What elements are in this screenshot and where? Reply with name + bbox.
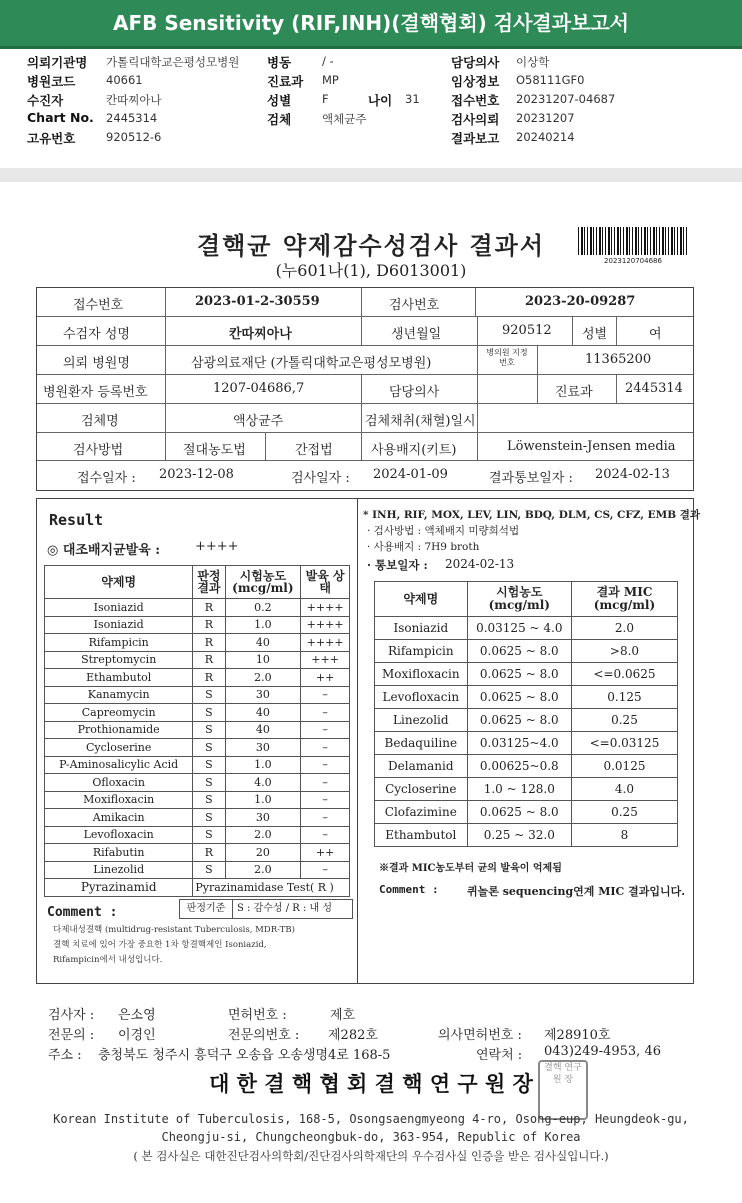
growth: – bbox=[301, 826, 350, 844]
doctor-value: 이상학 bbox=[516, 55, 550, 69]
mic-result: 0.0125 bbox=[571, 755, 677, 778]
growth: – bbox=[301, 791, 350, 809]
contact-value: 043)249-4953, 46 bbox=[544, 1044, 661, 1059]
accept-date-label: 접수일자 : bbox=[77, 471, 136, 486]
specimen-value: 액체균주 bbox=[322, 112, 367, 126]
growth: – bbox=[301, 756, 350, 774]
concentration: 1.0 bbox=[225, 791, 301, 809]
mic-drug-name: Delamanid bbox=[375, 755, 468, 778]
concentration: 40 bbox=[225, 704, 301, 722]
judgement: S bbox=[193, 826, 225, 844]
method-value-2: 간접법 bbox=[295, 443, 333, 458]
mic-result: 4.0 bbox=[571, 778, 677, 801]
request-label: 검사의뢰 bbox=[451, 112, 500, 127]
mic-col-range: 시험농도 (mcg/ml) bbox=[467, 582, 571, 617]
col-concentration: 시험농도 (mcg/ml) bbox=[225, 566, 301, 599]
form-sex-value: 여 bbox=[649, 327, 662, 342]
test-date-value: 2024-01-09 bbox=[373, 467, 448, 482]
concentration: 30 bbox=[225, 686, 301, 704]
drug-row bbox=[45, 774, 350, 792]
collect-label: 검체채취(채혈)일시 bbox=[365, 414, 476, 429]
drug-name: Rifampicin bbox=[45, 634, 193, 652]
age-value: 31 bbox=[405, 92, 420, 106]
form-sex-label: 성별 bbox=[582, 327, 608, 342]
barcode bbox=[578, 227, 688, 255]
mic-range: 0.0625 ~ 8.0 bbox=[467, 709, 571, 732]
license-value: 제호 bbox=[330, 1008, 356, 1023]
form-dept-value: 2445314 bbox=[625, 381, 683, 396]
concentration: 1.0 bbox=[225, 756, 301, 774]
mic-drug-name: Ethambutol bbox=[375, 824, 468, 847]
drug-name: Ethambutol bbox=[45, 669, 193, 687]
specimen-label: 검체 bbox=[267, 112, 292, 127]
comment-line: Rifampicin에서 내성입니다. bbox=[53, 955, 163, 965]
scanned-report bbox=[0, 182, 742, 1203]
name-label: 수검자 성명 bbox=[63, 327, 130, 342]
mic-row bbox=[375, 617, 678, 640]
specialist-no-value: 제282호 bbox=[328, 1028, 378, 1043]
judgement: S bbox=[193, 686, 225, 704]
drug-row bbox=[45, 844, 350, 862]
growth: – bbox=[301, 704, 350, 722]
document-title: 결핵균 약제감수성검사 결과서 bbox=[196, 231, 546, 260]
concentration: 1.0 bbox=[225, 616, 301, 634]
hospcode-value: 40661 bbox=[106, 73, 143, 87]
drug-sensitivity-table bbox=[44, 565, 350, 897]
drug-name: Isoniazid bbox=[45, 599, 193, 617]
drug-row bbox=[45, 634, 350, 652]
judgement: R bbox=[193, 651, 225, 669]
mic-range: 0.00625~0.8 bbox=[467, 755, 571, 778]
concentration: 4.0 bbox=[225, 774, 301, 792]
result-panel bbox=[36, 498, 701, 984]
barcode-number: 2023120704686 bbox=[604, 257, 662, 265]
english-address-line-2: Cheongju-si, Chungcheongbuk-do, 363-954, Republic of Korea bbox=[161, 1130, 581, 1144]
criteria-value: S : 감수성 / R : 내 성 bbox=[237, 903, 333, 914]
sex-label: 성별 bbox=[267, 93, 292, 108]
hosp-code-value: 11365200 bbox=[585, 352, 652, 367]
growth: ++++ bbox=[301, 599, 350, 617]
mic-title: * INH, RIF, MOX, LEV, LIN, BDQ, DLM, CS, CFZ, EMB 결과 bbox=[363, 509, 701, 521]
pza-value: Pyrazinamidase Test( R ) bbox=[193, 879, 350, 897]
dept-value: MP bbox=[322, 73, 339, 87]
mic-result: <=0.03125 bbox=[571, 732, 677, 755]
hosp-code-label: 병의원 지정번호 bbox=[486, 348, 528, 367]
test-date-label: 검사일자 : bbox=[291, 471, 350, 486]
mic-drug-name: Levofloxacin bbox=[375, 686, 468, 709]
accession-value: 20231207-04687 bbox=[516, 92, 616, 106]
growth: – bbox=[301, 861, 350, 879]
ward-value: / - bbox=[322, 54, 334, 68]
report-date-value: 20240214 bbox=[516, 130, 575, 144]
age-label: 나이 bbox=[368, 93, 393, 108]
concentration: 2.0 bbox=[225, 669, 301, 687]
english-address-line-1: Korean Institute of Tuberculosis, 168-5, Osongsaengmyeong 4-ro, Osong-eup, Heungdeok-gu, bbox=[53, 1112, 689, 1126]
drug-row bbox=[45, 809, 350, 827]
mic-row bbox=[375, 640, 678, 663]
col-drug: 약제명 bbox=[45, 566, 193, 599]
specialist-label: 전문의 : bbox=[48, 1028, 95, 1043]
ward-label: 병동 bbox=[267, 55, 292, 70]
growth: ++++ bbox=[301, 634, 350, 652]
growth: – bbox=[301, 686, 350, 704]
test-no-label: 검사번호 bbox=[389, 298, 440, 313]
report-header-bar bbox=[0, 0, 742, 49]
mic-row bbox=[375, 686, 678, 709]
accept-no-label: 접수번호 bbox=[73, 298, 124, 313]
patient-label: 수진자 bbox=[27, 93, 64, 108]
drug-name: Rifabutin bbox=[45, 844, 193, 862]
criteria-label: 판정기준 bbox=[180, 900, 233, 918]
drug-name: Cycloserine bbox=[45, 739, 193, 757]
chart-value: 2445314 bbox=[106, 111, 158, 125]
drug-row bbox=[45, 721, 350, 739]
concentration: 40 bbox=[225, 634, 301, 652]
mic-drug-name: Clofazimine bbox=[375, 801, 468, 824]
official-seal bbox=[538, 1060, 588, 1120]
concentration: 30 bbox=[225, 739, 301, 757]
mic-row bbox=[375, 755, 678, 778]
tester-label: 검사자 : bbox=[48, 1008, 95, 1023]
mic-comment-label: Comment : bbox=[379, 883, 439, 896]
unique-value: 920512-6 bbox=[106, 130, 162, 144]
mic-result: >8.0 bbox=[571, 640, 677, 663]
drug-row bbox=[45, 704, 350, 722]
growth: – bbox=[301, 721, 350, 739]
result-title: Result bbox=[49, 511, 104, 529]
institution-value: 가톨릭대학교은평성모병원 bbox=[106, 55, 240, 69]
mic-drug-name: Moxifloxacin bbox=[375, 663, 468, 686]
mic-col-drug: 약제명 bbox=[375, 582, 468, 617]
mic-notify-label: · 통보일자 : bbox=[367, 558, 428, 572]
mic-col-result: 결과 MIC (mcg/ml) bbox=[571, 582, 677, 617]
request-value: 20231207 bbox=[516, 111, 575, 125]
drug-name: Moxifloxacin bbox=[45, 791, 193, 809]
request-form-table bbox=[36, 287, 694, 491]
form-doctor-label: 담당의사 bbox=[389, 385, 440, 400]
drug-name: Isoniazid bbox=[45, 616, 193, 634]
control-value: ++++ bbox=[195, 539, 239, 554]
result-comment-label: Comment : bbox=[47, 905, 118, 920]
growth: ++++ bbox=[301, 616, 350, 634]
patient-info-panel bbox=[0, 49, 742, 167]
col-growth: 발육 상태 bbox=[301, 566, 350, 599]
drug-name: Amikacin bbox=[45, 809, 193, 827]
mic-range: 1.0 ~ 128.0 bbox=[467, 778, 571, 801]
separator-band bbox=[0, 168, 742, 182]
drug-row bbox=[45, 616, 350, 634]
media-label: 사용배지(키트) bbox=[371, 443, 457, 458]
mic-result: 2.0 bbox=[571, 617, 677, 640]
mic-row bbox=[375, 801, 678, 824]
drug-row bbox=[45, 669, 350, 687]
mic-notify-date: 2024-02-13 bbox=[445, 557, 515, 571]
growth: – bbox=[301, 739, 350, 757]
mic-range: 0.03125~4.0 bbox=[467, 732, 571, 755]
doctor-license-value: 제28910호 bbox=[544, 1028, 611, 1043]
result-comment-text bbox=[53, 923, 295, 968]
seal-text: 결핵 연구원 장 bbox=[544, 1063, 582, 1085]
drug-name: Levofloxacin bbox=[45, 826, 193, 844]
doctor-license-label: 의사면허번호 : bbox=[438, 1028, 522, 1043]
judgement: R bbox=[193, 844, 225, 862]
reg-value: 1207-04686,7 bbox=[213, 381, 305, 396]
growth: ++ bbox=[301, 669, 350, 687]
unique-label: 고유번호 bbox=[27, 131, 76, 146]
specimen-name-value: 액상균주 bbox=[233, 414, 284, 429]
hospital-label: 의뢰 병원명 bbox=[63, 356, 130, 371]
comment-line: 결핵 치료에 있어 가장 중요한 1차 항결핵제인 Isoniazid, bbox=[53, 940, 267, 950]
clinic-value: O58111GF0 bbox=[516, 73, 585, 87]
judgement: S bbox=[193, 721, 225, 739]
mic-result: 8 bbox=[571, 824, 677, 847]
method-label: 검사방법 bbox=[73, 443, 124, 458]
organization-name: 대 한 결 핵 협 회 결 핵 연 구 원 장 bbox=[209, 1071, 533, 1096]
address-label: 주소 : bbox=[48, 1048, 82, 1063]
judgement: S bbox=[193, 791, 225, 809]
judgement: S bbox=[193, 704, 225, 722]
license-label: 면허번호 : bbox=[228, 1008, 287, 1023]
mic-media: · 사용배지 : 7H9 broth bbox=[367, 541, 480, 553]
growth: – bbox=[301, 774, 350, 792]
growth: +++ bbox=[301, 651, 350, 669]
mic-result: 0.125 bbox=[571, 686, 677, 709]
media-value: Löwenstein-Jensen media bbox=[507, 439, 676, 454]
mic-result: <=0.0625 bbox=[571, 663, 677, 686]
control-label: ◎ 대조배지균발육 : bbox=[47, 543, 161, 558]
accept-no-value: 2023-01-2-30559 bbox=[195, 294, 320, 309]
reg-label: 병원환자 등록번호 bbox=[43, 385, 148, 400]
document-subtitle: (누601나(1), D6013001) bbox=[275, 261, 467, 280]
drug-name: P-Aminosalicylic Acid bbox=[45, 756, 193, 774]
report-title: AFB Sensitivity (RIF,INH)(결핵협회) 검사결과보고서 bbox=[112, 11, 630, 35]
address-value: 충청북도 청주시 흥덕구 오송읍 오송생명4로 168-5 bbox=[98, 1048, 391, 1063]
concentration: 40 bbox=[225, 721, 301, 739]
judgement: S bbox=[193, 774, 225, 792]
mic-drug-name: Cycloserine bbox=[375, 778, 468, 801]
mic-range: 0.0625 ~ 8.0 bbox=[467, 686, 571, 709]
drug-row bbox=[45, 861, 350, 879]
concentration: 2.0 bbox=[225, 861, 301, 879]
birth-value: 920512 bbox=[502, 323, 552, 338]
notify-date-label: 결과통보일자 : bbox=[489, 471, 573, 486]
mic-range: 0.0625 ~ 8.0 bbox=[467, 640, 571, 663]
specimen-name-label: 검체명 bbox=[81, 414, 119, 429]
judgement: R bbox=[193, 616, 225, 634]
growth: – bbox=[301, 809, 350, 827]
mic-row bbox=[375, 732, 678, 755]
drug-row bbox=[45, 756, 350, 774]
concentration: 0.2 bbox=[225, 599, 301, 617]
judgement: R bbox=[193, 634, 225, 652]
drug-row bbox=[45, 686, 350, 704]
drug-row bbox=[45, 739, 350, 757]
concentration: 2.0 bbox=[225, 826, 301, 844]
drug-name: Ofloxacin bbox=[45, 774, 193, 792]
judgement: S bbox=[193, 756, 225, 774]
judgement: S bbox=[193, 809, 225, 827]
mic-range: 0.0625 ~ 8.0 bbox=[467, 801, 571, 824]
criteria-box bbox=[179, 899, 353, 919]
drug-row bbox=[45, 791, 350, 809]
notify-date-value: 2024-02-13 bbox=[595, 467, 670, 482]
mic-method: · 검사방법 : 액체배지 미량희석법 bbox=[367, 525, 520, 537]
mic-drug-name: Bedaquiline bbox=[375, 732, 468, 755]
mic-row bbox=[375, 824, 678, 847]
specialist-no-label: 전문의번호 : bbox=[228, 1028, 300, 1043]
mic-drug-name: Linezolid bbox=[375, 709, 468, 732]
judgement: S bbox=[193, 739, 225, 757]
col-judgement: 판정 결과 bbox=[193, 566, 225, 599]
drug-name: Prothionamide bbox=[45, 721, 193, 739]
mic-table bbox=[374, 581, 678, 847]
mic-row bbox=[375, 663, 678, 686]
drug-name: Capreomycin bbox=[45, 704, 193, 722]
drug-name: Streptomycin bbox=[45, 651, 193, 669]
drug-name: Kanamycin bbox=[45, 686, 193, 704]
mic-range: 0.0625 ~ 8.0 bbox=[467, 663, 571, 686]
method-value-1: 절대농도법 bbox=[183, 443, 246, 458]
birth-label: 생년월일 bbox=[391, 327, 442, 342]
judgement: S bbox=[193, 861, 225, 879]
drug-row bbox=[45, 826, 350, 844]
clinic-label: 임상정보 bbox=[451, 74, 500, 89]
accept-date-value: 2023-12-08 bbox=[159, 467, 234, 482]
comment-line: 다제내성결핵 (multidrug-resistant Tuberculosis, MDR-TB) bbox=[53, 925, 295, 935]
pza-label: Pyrazinamid bbox=[45, 879, 193, 897]
concentration: 30 bbox=[225, 809, 301, 827]
mic-range: 0.03125 ~ 4.0 bbox=[467, 617, 571, 640]
chart-label: Chart No. bbox=[27, 110, 94, 125]
hospcode-label: 병원코드 bbox=[27, 74, 76, 89]
sex-value: F bbox=[322, 92, 329, 106]
tester-value: 은소영 bbox=[118, 1008, 156, 1023]
test-no-value: 2023-20-09287 bbox=[525, 294, 636, 309]
dept-label: 진료과 bbox=[267, 74, 304, 89]
mic-drug-name: Rifampicin bbox=[375, 640, 468, 663]
judgement: R bbox=[193, 599, 225, 617]
mic-comment: 퀴놀론 sequencing연계 MIC 결과입니다. bbox=[467, 885, 686, 898]
contact-label: 연락처 : bbox=[476, 1048, 523, 1063]
doctor-label: 담당의사 bbox=[451, 55, 500, 70]
mic-result: 0.25 bbox=[571, 709, 677, 732]
institution-label: 의뢰기관명 bbox=[27, 55, 88, 70]
mic-row bbox=[375, 709, 678, 732]
report-date-label: 결과보고 bbox=[451, 131, 500, 146]
mic-note: ※결과 MIC농도부터 균의 발육이 억제됨 bbox=[379, 863, 562, 874]
concentration: 10 bbox=[225, 651, 301, 669]
mic-range: 0.25 ~ 32.0 bbox=[467, 824, 571, 847]
drug-row bbox=[45, 651, 350, 669]
judgement: R bbox=[193, 669, 225, 687]
mic-drug-name: Isoniazid bbox=[375, 617, 468, 640]
concentration: 20 bbox=[225, 844, 301, 862]
hospital-value: 삼광의료재단 (가톨릭대학교은평성모병원) bbox=[191, 356, 432, 371]
mic-row bbox=[375, 778, 678, 801]
name-value: 칸따찌아나 bbox=[229, 327, 292, 342]
patient-value: 칸따찌아나 bbox=[106, 93, 162, 107]
mic-result: 0.25 bbox=[571, 801, 677, 824]
accession-label: 접수번호 bbox=[451, 93, 500, 108]
drug-row bbox=[45, 599, 350, 617]
growth: ++ bbox=[301, 844, 350, 862]
certification-note: ( 본 검사실은 대한진단검사의학회/진단검사의학재단의 우수검사실 인증을 받은 검사실입니다.) bbox=[133, 1149, 609, 1163]
form-dept-label: 진료과 bbox=[555, 385, 593, 400]
specialist-value: 이경인 bbox=[118, 1028, 156, 1043]
drug-name: Linezolid bbox=[45, 861, 193, 879]
